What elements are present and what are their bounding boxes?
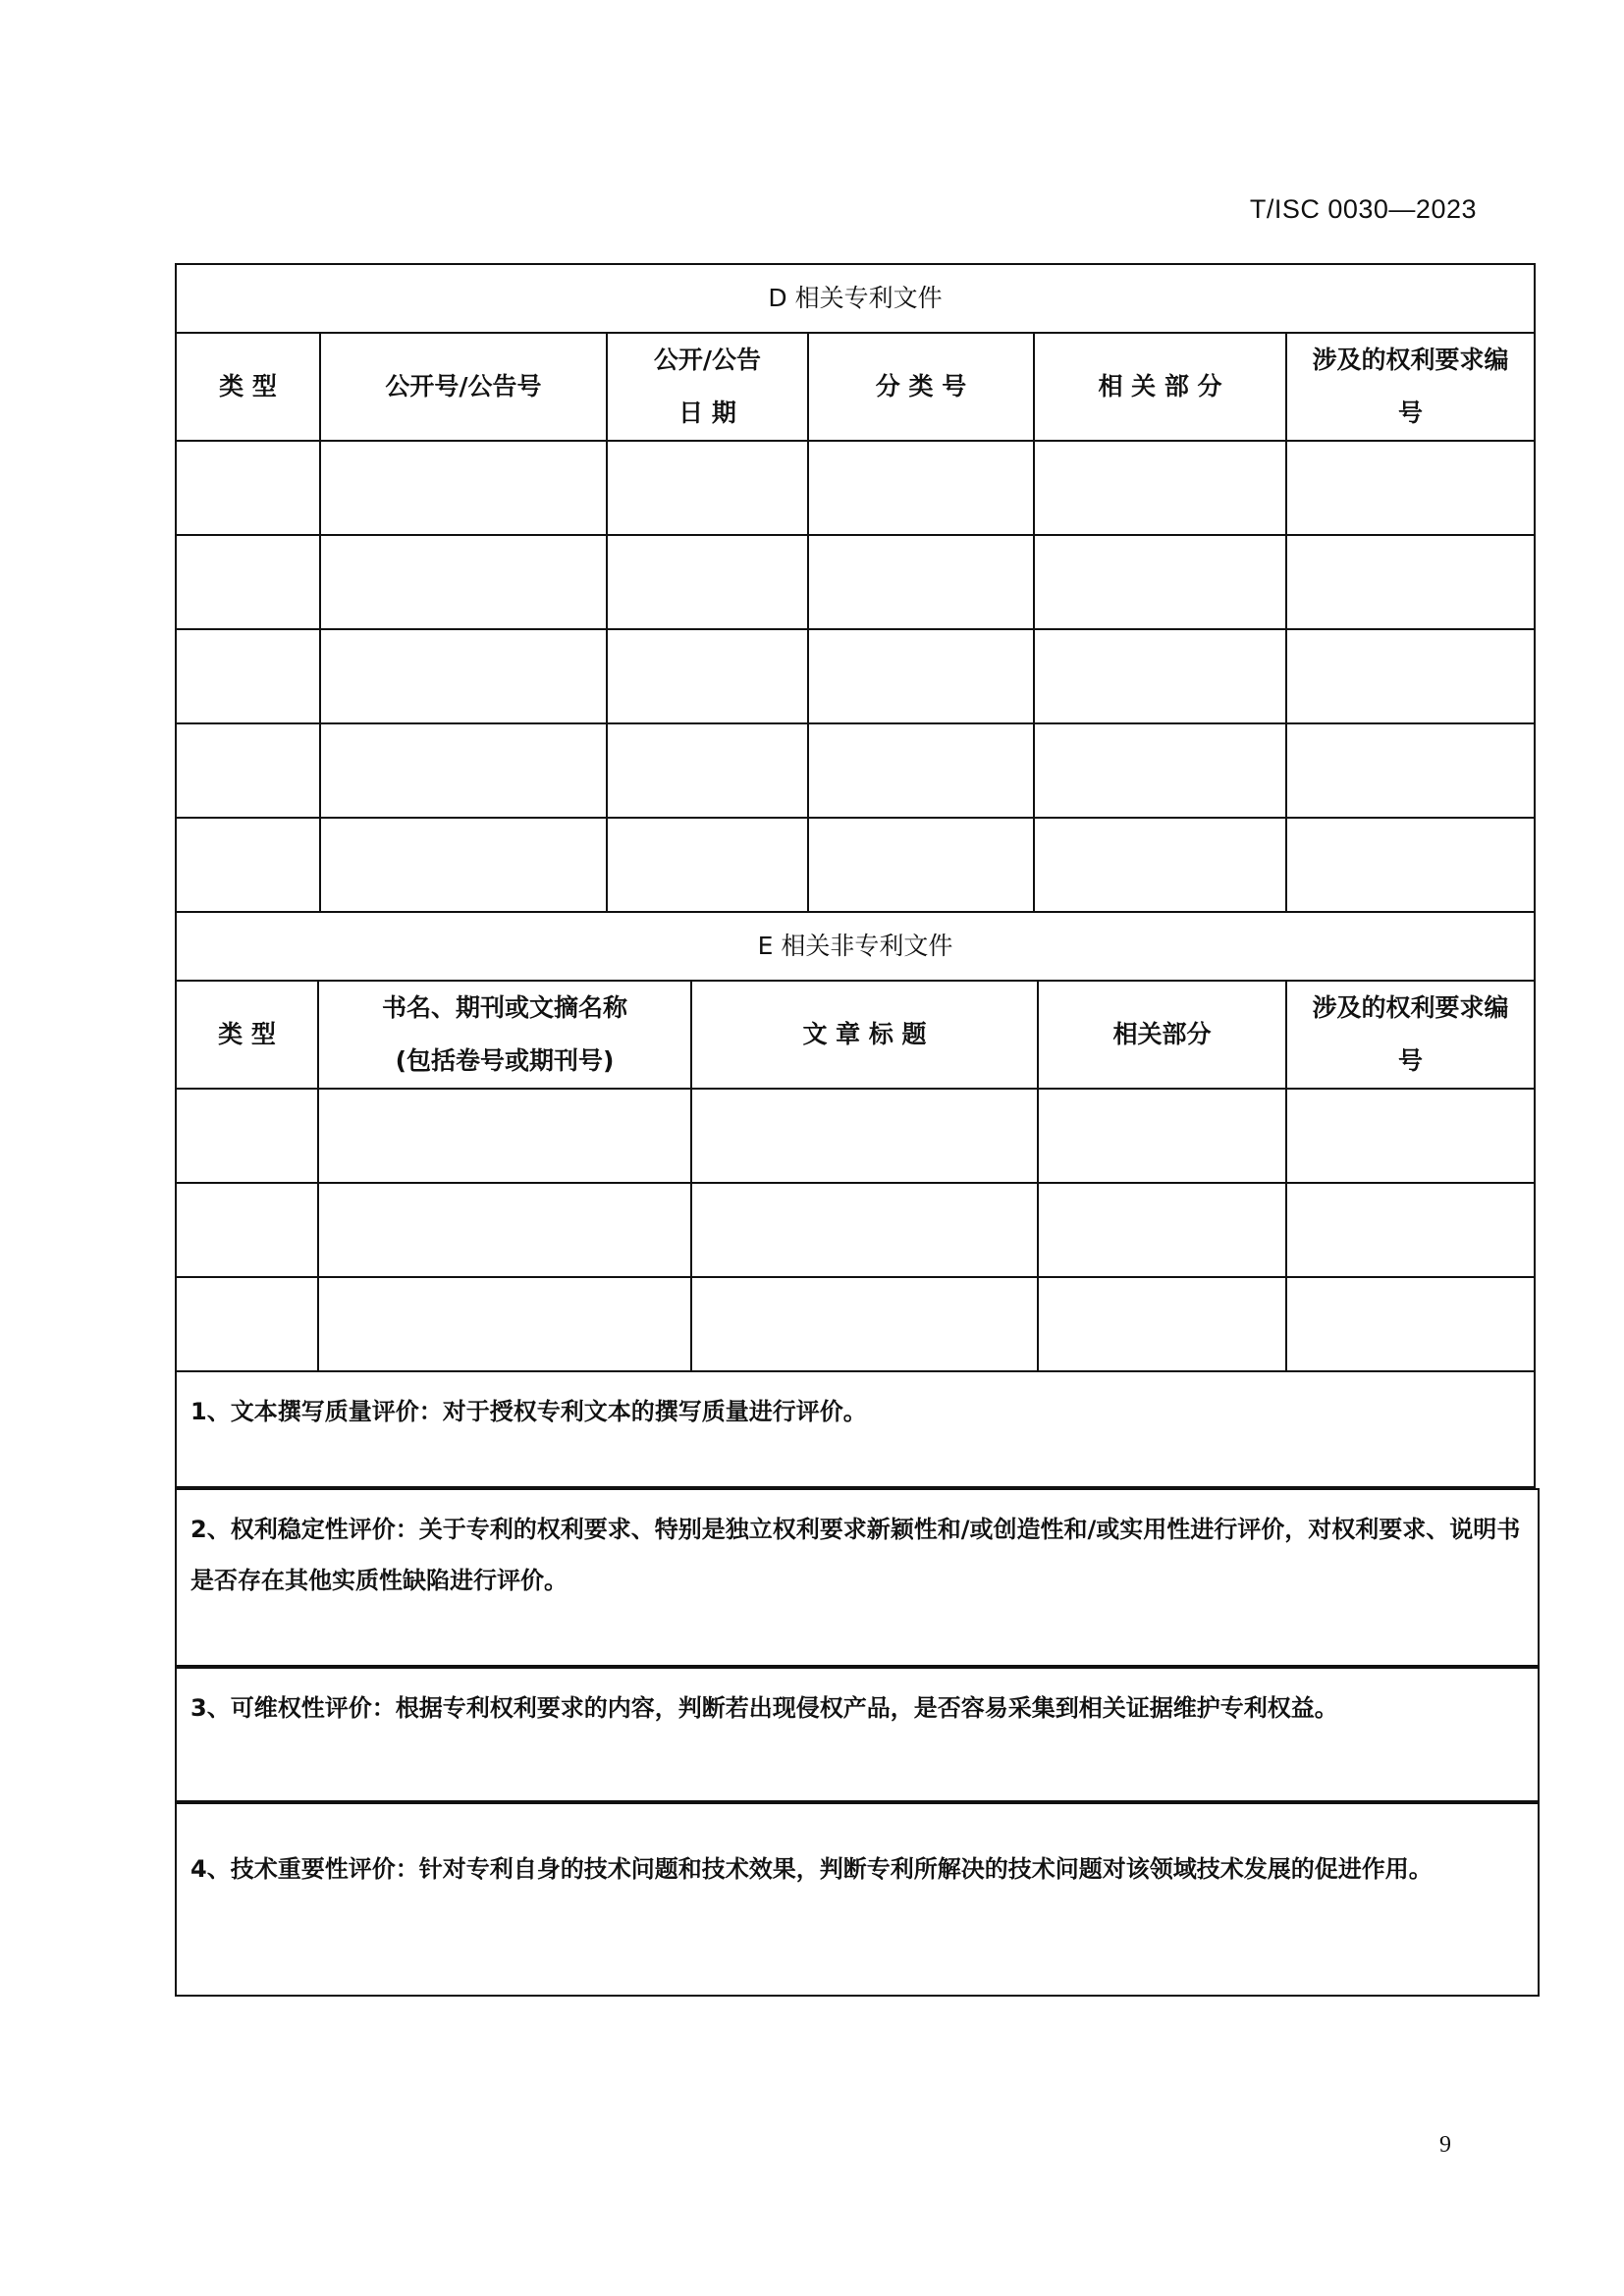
column-header: 涉及的权利要求编 号 xyxy=(1286,333,1535,441)
table-cell[interactable] xyxy=(1286,723,1535,818)
table-cell[interactable] xyxy=(1286,629,1535,723)
table-cell[interactable] xyxy=(691,1089,1038,1183)
table-cell[interactable] xyxy=(176,723,320,818)
evaluation-prompt: 2、权利稳定性评价：关于专利的权利要求、特别是独立权利要求新颖性和/或创造性和/或实用性进行评价，对权利要求、说明书是否存在其他实质性缺陷进行评价。 xyxy=(190,1516,1521,1594)
enforceability-evaluation[interactable] xyxy=(175,1667,1540,1802)
section-d-header-row xyxy=(176,333,1535,441)
column-header: 公开/公告 日 期 xyxy=(607,333,808,441)
table-row xyxy=(176,1183,1535,1277)
table-cell[interactable] xyxy=(1034,818,1286,912)
table-cell[interactable] xyxy=(808,535,1034,629)
table-cell[interactable] xyxy=(691,1183,1038,1277)
section-e-header-row xyxy=(176,981,1535,1089)
table-row xyxy=(176,1277,1535,1371)
table-cell[interactable] xyxy=(1286,1277,1535,1371)
evaluation-prompt: 4、技术重要性评价：针对专利自身的技术问题和技术效果，判断专利所解决的技术问题对该领域技术发展的促进作用。 xyxy=(190,1855,1433,1883)
column-header: 涉及的权利要求编 号 xyxy=(1286,981,1535,1089)
table-cell[interactable] xyxy=(607,441,808,535)
table-row xyxy=(176,818,1535,912)
related-non-patents-table xyxy=(175,911,1536,1372)
table-cell[interactable] xyxy=(320,723,607,818)
evaluation-prompt: 1、文本撰写质量评价：对于授权专利文本的撰写质量进行评价。 xyxy=(190,1398,867,1425)
column-header: 书名、期刊或文摘名称 (包括卷号或期刊号) xyxy=(318,981,691,1089)
table-cell[interactable] xyxy=(318,1089,691,1183)
table-row xyxy=(176,723,1535,818)
table-cell[interactable] xyxy=(808,441,1034,535)
writing-quality-evaluation[interactable] xyxy=(175,1372,1536,1488)
table-cell[interactable] xyxy=(607,629,808,723)
table-cell[interactable] xyxy=(607,723,808,818)
column-header: 公开号/公告号 xyxy=(320,333,607,441)
table-cell[interactable] xyxy=(176,1183,318,1277)
table-cell[interactable] xyxy=(320,441,607,535)
table-cell[interactable] xyxy=(176,535,320,629)
right-stability-evaluation[interactable] xyxy=(175,1488,1540,1667)
table-cell[interactable] xyxy=(176,1277,318,1371)
table-cell[interactable] xyxy=(808,723,1034,818)
table-cell[interactable] xyxy=(1286,1183,1535,1277)
table-cell[interactable] xyxy=(607,535,808,629)
table-cell[interactable] xyxy=(808,818,1034,912)
section-d-title: D 相关专利文件 xyxy=(176,264,1535,333)
evaluation-form xyxy=(175,263,1536,1997)
table-cell[interactable] xyxy=(318,1183,691,1277)
table-row xyxy=(176,629,1535,723)
table-cell[interactable] xyxy=(1034,629,1286,723)
table-cell[interactable] xyxy=(318,1277,691,1371)
table-cell[interactable] xyxy=(176,629,320,723)
table-cell[interactable] xyxy=(176,1089,318,1183)
table-cell[interactable] xyxy=(320,535,607,629)
table-row xyxy=(176,535,1535,629)
document-code: T/ISC 0030—2023 xyxy=(1249,194,1477,224)
table-cell[interactable] xyxy=(1286,441,1535,535)
evaluation-prompt: 3、可维权性评价：根据专利权利要求的内容，判断若出现侵权产品，是否容易采集到相关证据维护专利权益。 xyxy=(190,1694,1338,1722)
table-cell[interactable] xyxy=(1286,1089,1535,1183)
column-header: 相关部分 xyxy=(1038,981,1286,1089)
column-header: 类 型 xyxy=(176,981,318,1089)
page-number: 9 xyxy=(1439,2132,1451,2158)
column-header: 文 章 标 题 xyxy=(691,981,1038,1089)
section-e-title: E 相关非专利文件 xyxy=(176,912,1535,981)
table-cell[interactable] xyxy=(1286,535,1535,629)
related-patents-table xyxy=(175,263,1536,913)
table-cell[interactable] xyxy=(1034,723,1286,818)
table-row xyxy=(176,441,1535,535)
table-cell[interactable] xyxy=(320,629,607,723)
table-cell[interactable] xyxy=(1038,1277,1286,1371)
column-header: 相 关 部 分 xyxy=(1034,333,1286,441)
table-cell[interactable] xyxy=(1034,535,1286,629)
table-cell[interactable] xyxy=(176,441,320,535)
column-header: 分 类 号 xyxy=(808,333,1034,441)
table-cell[interactable] xyxy=(320,818,607,912)
technical-importance-evaluation[interactable] xyxy=(175,1802,1540,1997)
table-cell[interactable] xyxy=(1038,1089,1286,1183)
table-row xyxy=(176,1089,1535,1183)
table-cell[interactable] xyxy=(607,818,808,912)
table-cell[interactable] xyxy=(691,1277,1038,1371)
column-header: 类 型 xyxy=(176,333,320,441)
table-cell[interactable] xyxy=(1034,441,1286,535)
table-cell[interactable] xyxy=(1038,1183,1286,1277)
table-cell[interactable] xyxy=(808,629,1034,723)
table-cell[interactable] xyxy=(176,818,320,912)
table-cell[interactable] xyxy=(1286,818,1535,912)
